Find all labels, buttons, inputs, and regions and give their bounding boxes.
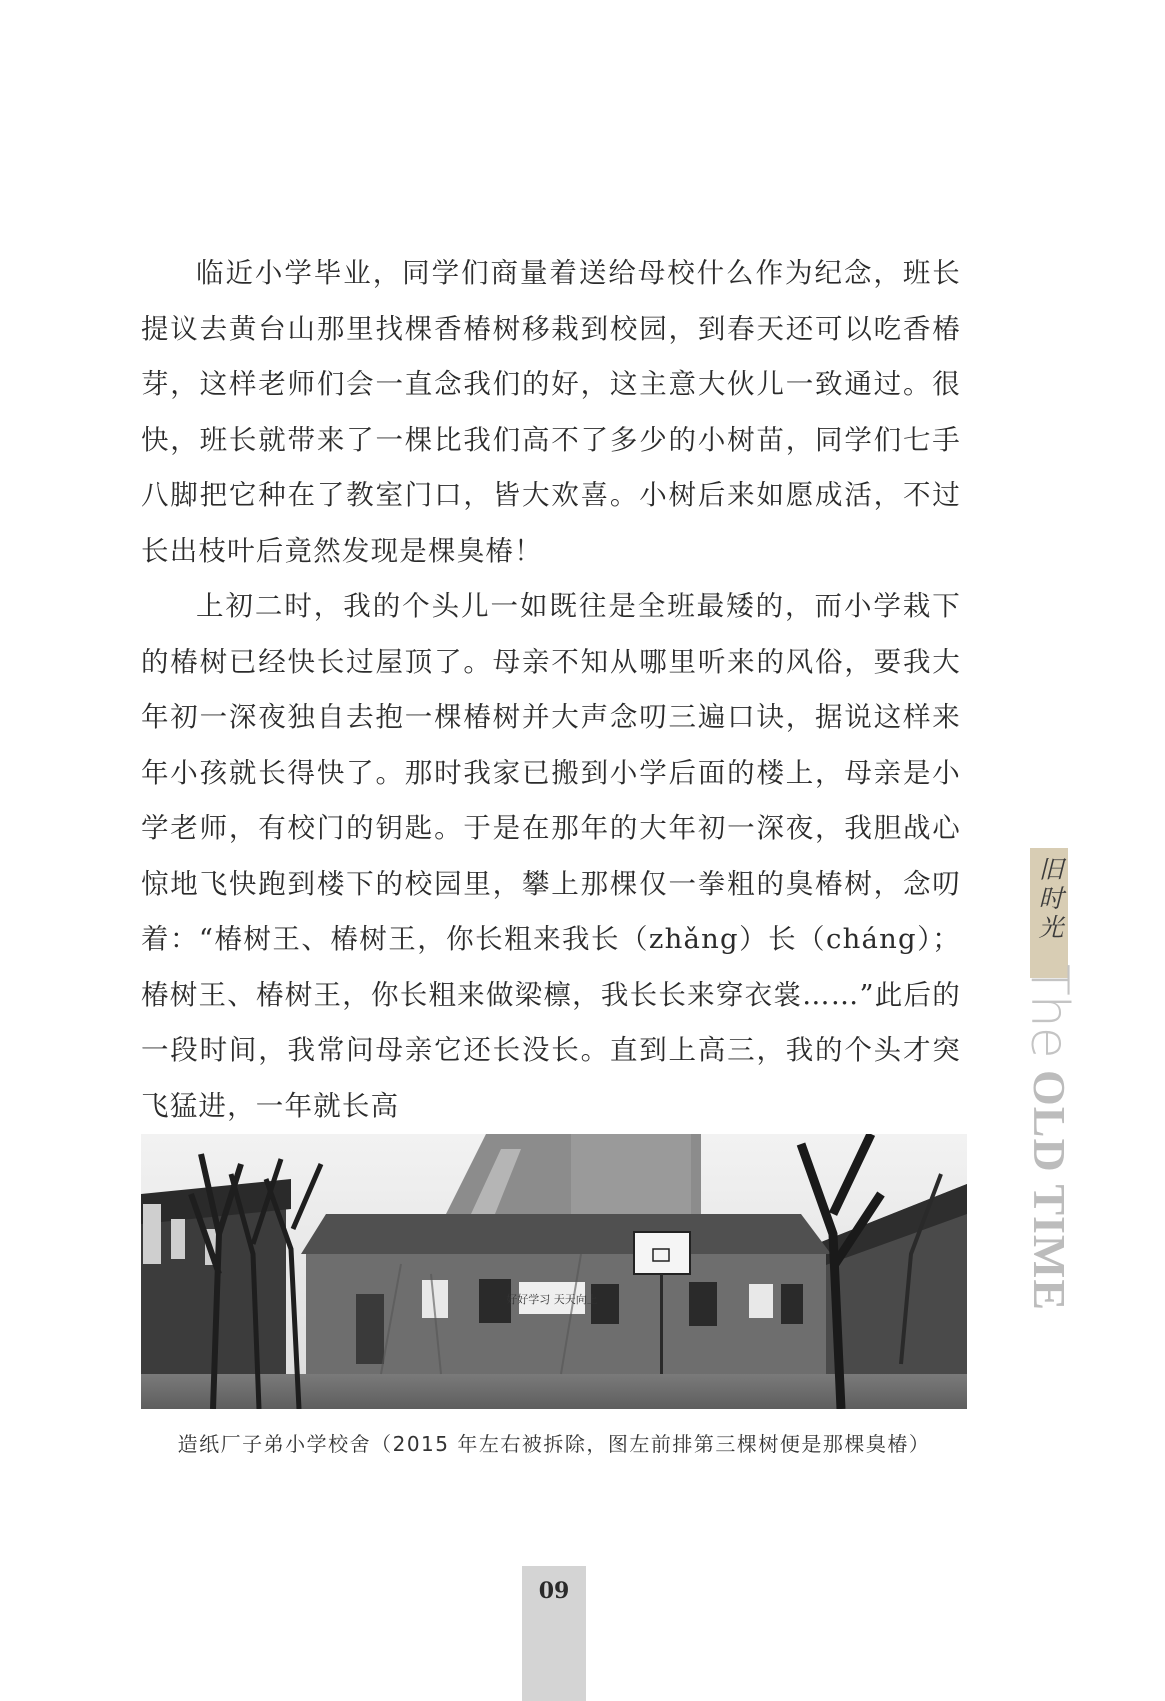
section-label-box (1030, 848, 1068, 978)
page-number-tab (522, 1566, 586, 1701)
section-english-title (1019, 964, 1079, 1311)
school-building-photo (141, 1134, 967, 1409)
section-label: 旧时光 (1035, 856, 1064, 943)
page-number: 09 (538, 1578, 570, 1604)
english-title-the: The (1019, 964, 1079, 1058)
article-body (141, 246, 961, 1134)
paragraph-1: 临近小学毕业，同学们商量着送给母校什么作为纪念，班长提议去黄台山那里找棵香椿树移栽到校园，到春天还可以吃香椿芽，这样老师们会一直念我们的好，这主意大伙儿一致通过。很快，班长就带来了一棵比我们高不了多少的小树苗，同学们七手八脚把它种在了教室门口，皆大欢喜。小树后来如愿成活，不过长出枝叶后竟然发现是棵臭椿！ (141, 257, 961, 567)
paragraph-2: 上初二时，我的个头儿一如既往是全班最矮的，而小学栽下的椿树已经快长过屋顶了。母亲不知从哪里听来的风俗，要我大年初一深夜独自去抱一棵椿树并大声念叨三遍口诀，据说这样来年小孩就长得快了。那时我家已搬到小学后面的楼上，母亲是小学老师，有校门的钥匙。于是在那年的大年初一深夜，我胆战心惊地飞快跑到楼下的校园里，攀上那棵仅一拳粗的臭椿树，念叨着：“椿树王、椿树王，你长粗来我长（zhǎng）长（cháng）；椿树王、椿树王，你长粗来做梁檩，我长长来穿衣裳……”此后的一段时间，我常问母亲它还长没长。直到上高三，我的个头才突飞猛进，一年就长高 (141, 590, 961, 1122)
slogan-sign-text: 好好学习 天天向上 (506, 1293, 598, 1306)
english-title-old-time: OLD TIME (1024, 1069, 1075, 1311)
photo-caption: 造纸厂子弟小学校舍（2015 年左右被拆除，图左前排第三棵树便是那棵臭椿） (177, 1432, 931, 1456)
